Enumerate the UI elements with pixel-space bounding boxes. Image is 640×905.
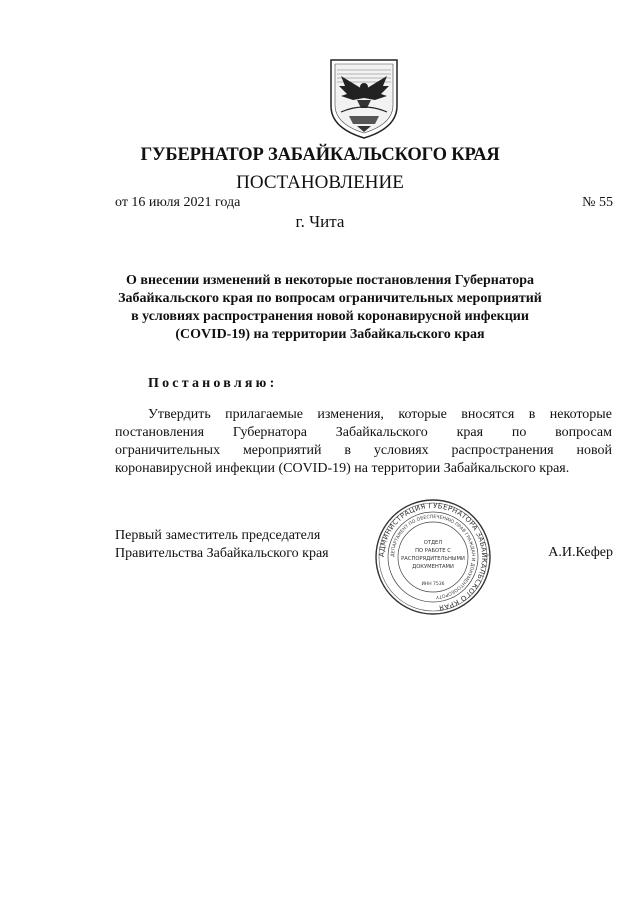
body-word: Губернатора <box>232 425 307 440</box>
official-stamp-icon <box>374 498 492 616</box>
body-word: по <box>511 425 527 440</box>
body-line <box>115 442 612 460</box>
body-word: новой <box>576 443 612 458</box>
body-word: в <box>528 407 536 422</box>
body-word: вносятся <box>461 407 515 422</box>
body-word: края <box>456 425 484 440</box>
body-line: коронавирусной инфекции (COVID-19) на территории Забайкальского края. <box>115 461 570 476</box>
document-date: от 16 июля 2021 года <box>115 195 241 210</box>
document-type: ПОСТАНОВЛЕНИЕ <box>236 172 404 193</box>
body-word: вопросам <box>555 425 612 440</box>
document-city: г. Чита <box>295 212 345 231</box>
body-word: прилагаемые <box>225 407 303 422</box>
body-word: изменения, <box>317 407 384 422</box>
stamp-bottom-text: ИНН 7536 <box>421 582 445 587</box>
stamp-center-line: ПО РАБОТЕ С <box>415 548 451 554</box>
resolve-heading: Постановляю: <box>148 376 278 391</box>
body-word: Забайкальского <box>335 425 428 440</box>
signer-position-line: Первый заместитель председателя <box>115 528 321 543</box>
stamp-ring-text: АДМИНИСТРАЦИЯ ГУБЕРНАТОРА ЗАБАЙКАЛЬСКОГО КРАЯ <box>377 501 489 612</box>
signer-position-line: Правительства Забайкальского края <box>115 546 329 561</box>
stamp-center-line: РАСПОРЯДИТЕЛЬНЫМИ <box>401 556 465 562</box>
document-number: № 55 <box>582 195 613 210</box>
issuer-heading: ГУБЕРНАТОР ЗАБАЙКАЛЬСКОГО КРАЯ <box>140 145 500 165</box>
body-word: Утвердить <box>148 407 211 422</box>
stamp-inner-ring-text: ДЕПАРТАМЕНТ ПО ОБЕСПЕЧЕНИЮ ПРАВ ГРАЖДАН И ДОКУМЕНТООБОРОТУ <box>390 514 476 599</box>
document-title <box>110 272 550 344</box>
title-line: (COVID-19) на территории Забайкальского края <box>175 327 485 342</box>
body-paragraph <box>115 406 612 478</box>
body-word: условиях <box>373 443 429 458</box>
body-word: распространения <box>451 443 554 458</box>
title-line: О внесении изменений в некоторые постановления Губернатора <box>126 273 534 288</box>
stamp-center-line: ДОКУМЕНТАМИ <box>412 564 454 570</box>
signer-name: А.И.Кефер <box>548 545 613 560</box>
body-word: постановления <box>115 425 205 440</box>
body-word: в <box>344 443 352 458</box>
body-word: мероприятий <box>242 443 322 458</box>
body-word: которые <box>398 407 447 422</box>
signer-position <box>115 527 329 563</box>
title-line: Забайкальского края по вопросам ограничительных мероприятий <box>118 291 542 306</box>
body-line <box>115 424 612 442</box>
coat-of-arms-icon <box>327 56 401 140</box>
body-line <box>115 406 612 424</box>
body-word: ограничительных <box>115 443 221 458</box>
title-line: в условиях распространения новой коронавирусной инфекции <box>131 309 529 324</box>
stamp-center-line: ОТДЕЛ <box>423 540 443 546</box>
body-word: некоторые <box>549 407 612 422</box>
